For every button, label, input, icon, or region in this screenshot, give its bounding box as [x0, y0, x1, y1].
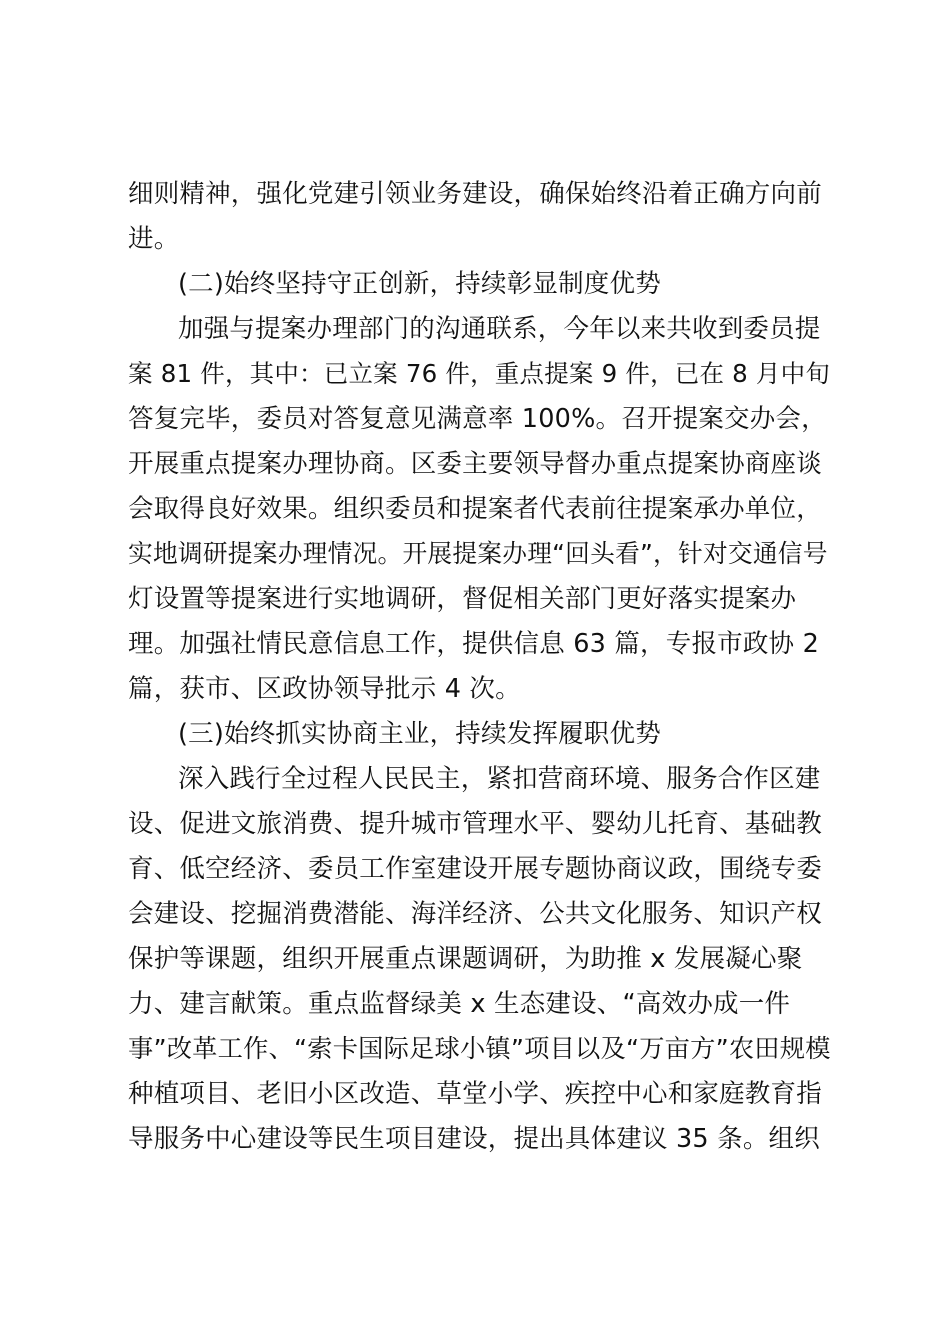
body-text-line: 会建设、挖掘消费潜能、海洋经济、公共文化服务、知识产权	[128, 899, 822, 929]
section-heading: (二)始终坚持守正创新，持续彰显制度优势	[178, 269, 661, 299]
body-text-line: 种植项目、老旧小区改造、草堂小学、疾控中心和家庭教育指	[128, 1079, 822, 1109]
body-text-line: 加强与提案办理部门的沟通联系，今年以来共收到委员提	[178, 314, 821, 344]
body-text-line: 案 81 件，其中：已立案 76 件，重点提案 9 件，已在 8 月中旬	[128, 359, 831, 388]
body-text-line: 篇，获市、区政协领导批示 4 次。	[128, 674, 521, 704]
body-text-line: 深入践行全过程人民民主，紧扣营商环境、服务合作区建	[178, 764, 821, 794]
body-text-line: 理。加强社情民意信息工作，提供信息 63 篇，专报市政协 2	[128, 629, 819, 659]
body-text-line: 设、促进文旅消费、提升城市管理水平、婴幼儿托育、基础教	[128, 809, 822, 839]
body-text-line: 细则精神，强化党建引领业务建设，确保始终沿着正确方向前	[128, 179, 822, 209]
body-text-line: 进。	[128, 224, 180, 254]
body-text-line: 实地调研提案办理情况。开展提案办理“回头看”，针对交通信号	[128, 539, 828, 568]
body-text-line: 灯设置等提案进行实地调研，督促相关部门更好落实提案办	[128, 584, 797, 614]
body-text-line: 力、建言献策。重点监督绿美 x 生态建设、“高效办成一件	[128, 989, 791, 1019]
body-text-line: 开展重点提案办理协商。区委主要领导督办重点提案协商座谈	[128, 449, 822, 479]
body-text-line: 事”改革工作、“索卡国际足球小镇”项目以及“万亩方”农田规模	[128, 1034, 831, 1063]
body-text-line: 育、低空经济、委员工作室建设开展专题协商议政，围绕专委	[128, 854, 822, 884]
body-text-line: 会取得良好效果。组织委员和提案者代表前往提案承办单位，	[128, 494, 822, 524]
body-text-line: 导服务中心建设等民生项目建设，提出具体建议 35 条。组织	[128, 1124, 820, 1154]
section-heading: (三)始终抓实协商主业，持续发挥履职优势	[178, 719, 661, 749]
body-text-line: 保护等课题，组织开展重点课题调研，为助推 x 发展凝心聚	[128, 944, 803, 974]
body-text-line: 答复完毕，委员对答复意见满意率 100%。召开提案交办会，	[128, 404, 827, 434]
